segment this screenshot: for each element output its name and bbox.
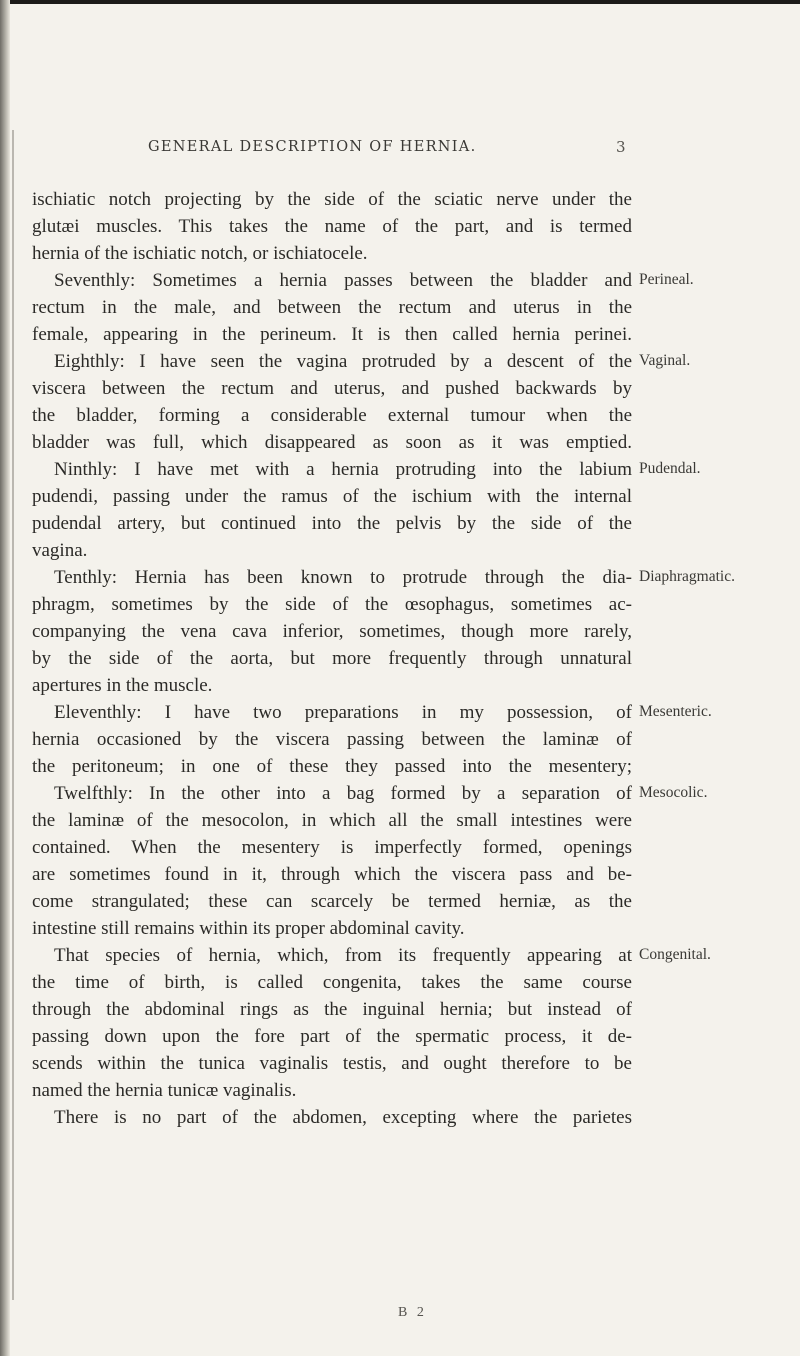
text-line: glutæi muscles. This takes the name of the part, and is termed [32, 216, 632, 237]
text-line: Eighthly: I have seen the vagina protruded by a descent of the [54, 351, 632, 372]
text-line: through the abdominal rings as the inguinal hernia; but instead of [32, 999, 632, 1020]
text-line: intestine still remains within its proper abdominal cavity. [32, 918, 465, 939]
text-line: viscera between the rectum and uterus, and pushed backwards by [32, 378, 632, 399]
page-top-edge [0, 0, 800, 4]
text-line: There is no part of the abdomen, excepting where the parietes [54, 1107, 632, 1128]
text-line: Eleventhly: I have two preparations in my possession, of [54, 702, 632, 723]
text-line: bladder was full, which disappeared as soon as it was emptied. [32, 432, 632, 453]
text-line: the laminæ of the mesocolon, in which all the small intestines were [32, 810, 632, 831]
margin-note-mesocolic: Mesocolic. [639, 784, 708, 801]
text-line: pudendi, passing under the ramus of the ischium with the internal [32, 486, 632, 507]
running-title: GENERAL DESCRIPTION OF HERNIA. [148, 139, 477, 155]
text-line: rectum in the male, and between the rectum and uterus in the [32, 297, 632, 318]
text-line: hernia of the ischiatic notch, or ischiatocele. [32, 243, 368, 264]
text-line: female, appearing in the perineum. It is then called hernia perinei. [32, 324, 632, 345]
text-line: hernia occasioned by the viscera passing between the laminæ of [32, 729, 632, 750]
text-line: Tenthly: Hernia has been known to protrude through the dia- [54, 567, 632, 588]
text-line: ischiatic notch projecting by the side of the sciatic nerve under the [32, 189, 632, 210]
running-head [0, 139, 800, 163]
text-line: the time of birth, is called congenita, takes the same course [32, 972, 632, 993]
text-line: passing down upon the fore part of the spermatic process, it de- [32, 1026, 632, 1047]
text-line: come strangulated; these can scarcely be termed herniæ, as the [32, 891, 632, 912]
margin-note-perineal: Perineal. [639, 271, 694, 288]
text-line: That species of hernia, which, from its frequently appearing at [54, 945, 632, 966]
text-line: pudendal artery, but continued into the pelvis by the side of the [32, 513, 632, 534]
text-line: named the hernia tunicæ vaginalis. [32, 1080, 297, 1101]
text-line: scends within the tunica vaginalis testis, and ought therefore to be [32, 1053, 632, 1074]
margin-note-vaginal: Vaginal. [639, 352, 691, 369]
margin-note-diaphragmatic: Diaphragmatic. [639, 568, 735, 585]
binding-shadow [0, 0, 10, 1356]
text-line: vagina. [32, 540, 88, 561]
text-line: contained. When the mesentery is imperfectly formed, openings [32, 837, 632, 858]
text-line: apertures in the muscle. [32, 675, 213, 696]
text-line: by the side of the aorta, but more frequently through unnatural [32, 648, 632, 669]
text-line: companying the vena cava inferior, sometimes, though more rarely, [32, 621, 632, 642]
text-line: Seventhly: Sometimes a hernia passes between the bladder and [54, 270, 632, 291]
margin-note-mesenteric: Mesenteric. [639, 703, 712, 720]
text-line: are sometimes found in it, through which the viscera pass and be- [32, 864, 632, 885]
text-line: Twelfthly: In the other into a bag formed by a separation of [54, 783, 632, 804]
text-line: Ninthly: I have met with a hernia protruding into the labium [54, 459, 632, 480]
text-line: the bladder, forming a considerable external tumour when the [32, 405, 632, 426]
signature-mark: B 2 [398, 1305, 427, 1320]
page-number: 3 [616, 138, 626, 156]
text-line: the peritoneum; in one of these they passed into the mesentery; [32, 756, 632, 777]
text-line: phragm, sometimes by the side of the œsophagus, sometimes ac- [32, 594, 632, 615]
binding-rule [12, 130, 14, 1300]
margin-note-congenital: Congenital. [639, 946, 711, 963]
margin-note-pudendal: Pudendal. [639, 460, 701, 477]
